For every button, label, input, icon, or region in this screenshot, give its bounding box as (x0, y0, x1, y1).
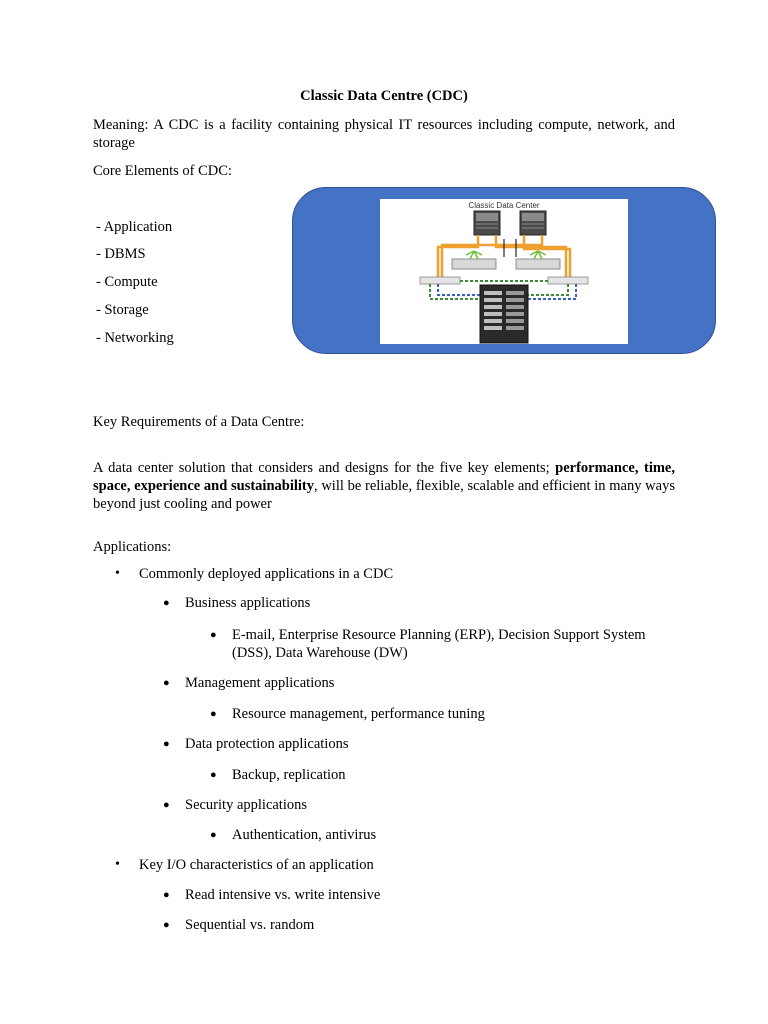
switch-right-icon (516, 251, 560, 269)
bullet-business-detail: ● E-mail, Enterprise Resource Planning (ERP), Decision Support System (DSS), Data Warehouse (DW) (210, 627, 646, 661)
core-element-item: - Application (96, 219, 173, 235)
bullet-mark: ● (163, 889, 170, 901)
meaning-paragraph: Meaning: A CDC is a facility containing physical IT resources including compute, network, and storage (93, 117, 675, 151)
applications-heading: Applications: (93, 539, 172, 555)
bullet-business-applications: ● Business applications (163, 595, 311, 611)
bullet-mark: ● (210, 629, 217, 641)
bullet-mark: ● (163, 677, 170, 689)
key-requirements-heading: Key Requirements of a Data Centre: (93, 414, 305, 430)
bullet-mark: • (115, 566, 120, 581)
bullet-mark: ● (163, 919, 170, 931)
server-left-icon (474, 211, 500, 235)
core-elements-heading: Core Elements of CDC: (93, 163, 232, 179)
core-element-item: - Compute (96, 274, 158, 290)
figure-caption: Classic Data Center (468, 201, 540, 210)
bullet-mark: ● (210, 769, 217, 781)
bullet-mark: ● (163, 738, 170, 750)
server-right-icon (520, 211, 546, 235)
san-switch-right-icon (548, 277, 588, 284)
bullet-deployed-applications: • Commonly deployed applications in a CDC (115, 566, 394, 582)
san-switch-left-icon (420, 277, 460, 284)
bullet-mark: ● (163, 799, 170, 811)
bullet-security-applications: ● Security applications (163, 797, 308, 813)
core-element-item: - DBMS (96, 246, 146, 262)
core-element-item: - Networking (96, 330, 174, 346)
document-title: Classic Data Centre (CDC) (300, 88, 468, 104)
storage-array-icon (480, 285, 528, 343)
bullet-management-applications: ● Management applications (163, 675, 335, 691)
key-requirements-paragraph: A data center solution that considers and designs for the five key elements; performance, time, space, experience and sustainability, will be reliable, flexible, scalable and efficient in many ways beyond just cooling and power (93, 460, 675, 512)
bullet-mark: • (115, 857, 120, 872)
bullet-data-protection-applications: ● Data protection applications (163, 736, 349, 752)
bullet-read-write: ● Read intensive vs. write intensive (163, 887, 381, 903)
bullet-data-protection-detail: ● Backup, replication (210, 767, 346, 783)
bullet-io-characteristics: • Key I/O characteristics of an application (115, 857, 374, 873)
bullet-sequential-random: ● Sequential vs. random (163, 917, 315, 933)
switch-left-icon (452, 251, 496, 269)
bullet-mark: ● (163, 597, 170, 609)
bullet-management-detail: ● Resource management, performance tuning (210, 706, 485, 722)
bullet-mark: ● (210, 708, 217, 720)
bullet-mark: ● (210, 829, 217, 841)
core-element-item: - Storage (96, 302, 149, 318)
data-center-diagram (380, 199, 628, 344)
bullet-security-detail: ● Authentication, antivirus (210, 827, 377, 843)
